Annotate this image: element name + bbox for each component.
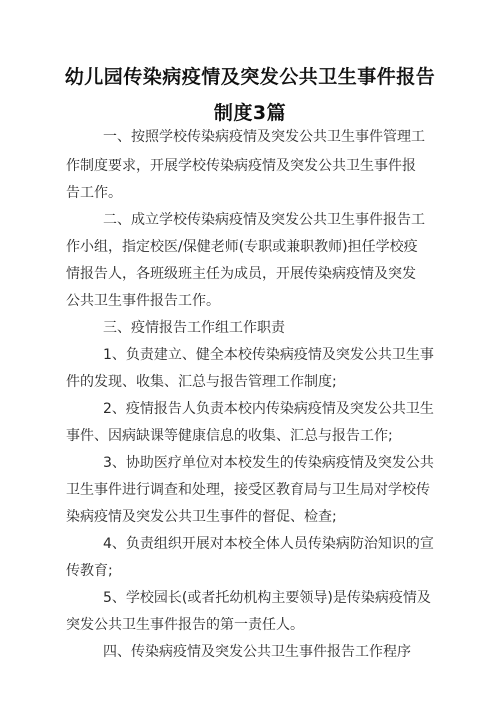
item-3-line-2: 卫生事件进行调查和处理，接受区教育局与卫生局对学校传 [66, 482, 430, 498]
paragraph-2-line-2: 作小组，指定校医/保健老师(专职或兼职教师)担任学校疫 [66, 239, 418, 255]
item-3-line-3: 染病疫情及突发公共卫生事件的督促、检查; [66, 509, 337, 525]
document-title-line-1: 幼儿园传染病疫情及突发公共卫生事件报告 [64, 66, 436, 88]
paragraph-1-line-2: 作制度要求，开展学校传染病疫情及突发公共卫生事件报 [66, 158, 416, 174]
item-2-line-1: 2、疫情报告人负责本校内传染病疫情及突发公共卫生 [103, 401, 434, 417]
section-4-heading: 四、传染病疫情及突发公共卫生事件报告工作程序 [103, 644, 411, 660]
paragraph-2-line-1: 二、成立学校传染病疫情及突发公共卫生事件报告工 [103, 212, 425, 228]
item-1-line-1: 1、负责建立、健全本校传染病疫情及突发公共卫生事 [103, 347, 434, 363]
paragraph-2-line-4: 公共卫生事件报告工作。 [66, 293, 220, 309]
item-5-line-2: 突发公共卫生事件报告的第一责任人。 [66, 617, 304, 633]
item-1-line-2: 件的发现、收集、汇总与报告管理工作制度; [66, 374, 337, 390]
section-3-heading: 三、疫情报告工作组工作职责 [103, 320, 285, 336]
item-4-line-2: 传教育; [66, 563, 113, 579]
item-5-line-1: 5、学校园长(或者托幼机构主要领导)是传染病疫情及 [103, 590, 431, 606]
document-title-line-2: 制度3篇 [213, 102, 287, 124]
item-3-line-1: 3、协助医疗单位对本校发生的传染病疫情及突发公共 [103, 455, 434, 471]
paragraph-1-line-3: 告工作。 [66, 185, 122, 201]
item-4-line-1: 4、负责组织开展对本校全体人员传染病防治知识的宣 [103, 536, 434, 552]
paragraph-1-line-1: 一、按照学校传染病疫情及突发公共卫生事件管理工 [103, 129, 425, 145]
paragraph-2-line-3: 情报告人，各班级班主任为成员，开展传染病疫情及突发 [66, 266, 416, 282]
item-2-line-2: 事件、因病缺课等健康信息的收集、汇总与报告工作; [66, 428, 393, 444]
